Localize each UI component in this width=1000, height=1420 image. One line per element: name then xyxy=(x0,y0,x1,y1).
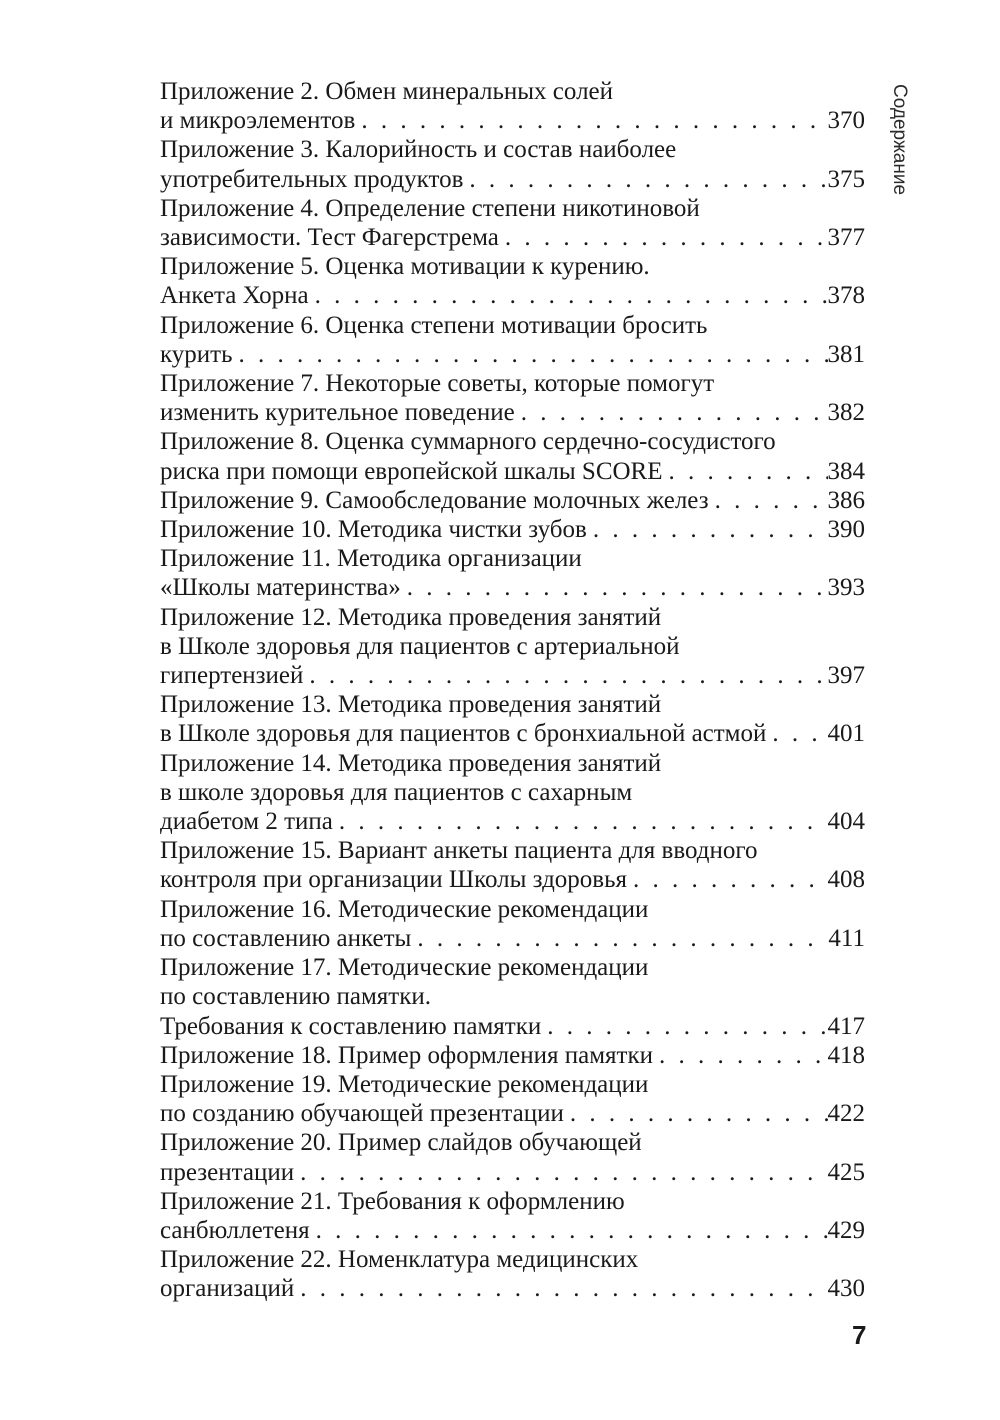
toc-entry-title-line: Приложение 20. Пример слайдов обучающей xyxy=(160,1129,642,1157)
toc-entry-page-number: 393 xyxy=(827,574,865,602)
toc-entry-page-number: 404 xyxy=(827,808,865,836)
toc-entry-last-line xyxy=(160,924,865,953)
toc-entry-title-line: употребительных продуктов xyxy=(160,165,464,193)
toc-entry-title-line: Приложение 16. Методические рекомендации xyxy=(160,895,649,923)
toc-entry xyxy=(160,1128,865,1186)
dot-leader xyxy=(709,486,828,515)
toc-entry-page-number: 386 xyxy=(827,486,865,514)
dot-leader xyxy=(355,106,827,135)
toc-entry-last-line xyxy=(160,1158,865,1187)
toc-entry-page-number: 430 xyxy=(827,1275,865,1303)
toc-entry xyxy=(160,1070,865,1128)
toc-entry-page-number: 382 xyxy=(827,399,865,427)
toc-entry-last-line xyxy=(160,573,865,602)
dot-leader xyxy=(587,515,828,544)
toc-entry-last-line xyxy=(160,865,865,894)
toc-entry-last-line xyxy=(160,281,865,310)
toc-entry xyxy=(160,369,865,427)
toc-entry-last-line xyxy=(160,1274,865,1303)
toc-entry-title-line: санбюллетеня xyxy=(160,1216,310,1244)
dot-leader xyxy=(766,719,827,748)
toc-entry-last-line xyxy=(160,340,865,369)
toc-entry-page-number: 390 xyxy=(827,516,865,544)
toc-entry-last-line xyxy=(160,807,865,836)
toc-entry-title-line: Приложение 12. Методика проведения занятий xyxy=(160,603,662,631)
dot-leader xyxy=(333,807,828,836)
toc-entry-page-number: 377 xyxy=(827,224,865,252)
toc-entry-title-line: в Школе здоровья для пациентов с бронхиальной астмой xyxy=(160,720,767,748)
toc-entry xyxy=(160,135,865,193)
toc-entry-title-line: Приложение 13. Методика проведения занятий xyxy=(160,691,662,719)
toc-entry-title-line: Приложение 9. Самообследование молочных желез xyxy=(160,486,709,514)
toc-entry xyxy=(160,895,865,953)
toc-entry-title-line: по созданию обучающей презентации xyxy=(160,1100,564,1128)
dot-leader xyxy=(294,1274,827,1303)
dot-leader xyxy=(303,661,827,690)
toc-entry-page-number: 378 xyxy=(827,282,865,310)
dot-leader xyxy=(653,1041,828,1070)
toc-entry xyxy=(160,603,865,691)
toc-entry-last-line xyxy=(160,398,865,427)
toc-entry-page-number: 401 xyxy=(827,720,865,748)
toc-entry xyxy=(160,953,865,1041)
dot-leader xyxy=(411,924,828,953)
toc-entry xyxy=(160,311,865,369)
toc-entry-last-line xyxy=(160,1099,865,1128)
toc-entry-title-line: курить xyxy=(160,340,233,368)
toc-entry-title-line: в Школе здоровья для пациентов с артериальной xyxy=(160,632,680,660)
toc-entry-page-number: 408 xyxy=(827,866,865,894)
toc-entry-page-number: 417 xyxy=(827,1012,865,1040)
toc-entry-page-number: 429 xyxy=(827,1216,865,1244)
toc-entry-title-line: Приложение 14. Методика проведения занятий xyxy=(160,749,662,777)
toc-entry-title-line: по составлению анкеты xyxy=(160,924,412,952)
toc-entry-last-line xyxy=(160,1041,865,1070)
toc-entry-title-line: в школе здоровья для пациентов с сахарным xyxy=(160,778,633,806)
toc-entry-page-number: 397 xyxy=(827,662,865,690)
dot-leader xyxy=(515,398,828,427)
dot-leader xyxy=(294,1158,827,1187)
toc-entry-last-line xyxy=(160,165,865,194)
page-number: 7 xyxy=(852,1320,867,1350)
toc-entry-title-line: контроля при организации Школы здоровья xyxy=(160,866,627,894)
toc-entry xyxy=(160,690,865,748)
toc-entry-title-line: зависимости. Тест Фагерстрема xyxy=(160,224,499,252)
toc-entry-title-line: организаций xyxy=(160,1275,295,1303)
toc-entry-title-line: изменить курительное поведение xyxy=(160,399,515,427)
toc-entry-title-line: Требования к составлению памятки xyxy=(160,1012,542,1040)
toc-entry xyxy=(160,1245,865,1303)
toc-entry-title-line: Анкета Хорна xyxy=(160,282,309,310)
toc-entry-title-line: Приложение 19. Методические рекомендации xyxy=(160,1070,649,1098)
toc-entry xyxy=(160,194,865,252)
toc-entry-last-line xyxy=(160,661,865,690)
toc-entry-last-line xyxy=(160,457,865,486)
toc-entry xyxy=(160,836,865,894)
dot-leader xyxy=(564,1099,828,1128)
toc-entry-title-line: Приложение 2. Обмен минеральных солей xyxy=(160,78,614,105)
toc-entry-last-line xyxy=(160,1012,865,1041)
toc-entry-title-line: Приложение 10. Методика чистки зубов xyxy=(160,516,587,544)
dot-leader xyxy=(627,865,828,894)
toc-entry-title-line: гипертензией xyxy=(160,662,304,690)
toc-entry-page-number: 411 xyxy=(828,924,865,952)
toc-entry-title-line: по составлению памятки. xyxy=(160,983,431,1011)
dot-leader xyxy=(463,165,827,194)
toc-entry xyxy=(160,252,865,310)
toc-entry-last-line xyxy=(160,106,865,135)
toc-entry xyxy=(160,427,865,485)
running-header: Содержание xyxy=(889,84,910,196)
toc-entry-title-line: Приложение 22. Номенклатура медицинских xyxy=(160,1246,639,1274)
toc-entry-page-number: 375 xyxy=(827,165,865,193)
toc-entry xyxy=(160,544,865,602)
toc-entry-title-line: Приложение 11. Методика организации xyxy=(160,545,582,573)
toc-entry-title-line: диабетом 2 типа xyxy=(160,808,333,836)
toc-entry-page-number: 384 xyxy=(827,457,865,485)
toc-entry-title-line: и микроэлементов xyxy=(160,107,356,135)
toc-entry xyxy=(160,749,865,837)
dot-leader xyxy=(309,281,828,310)
toc-entry-title-line: Приложение 17. Методические рекомендации xyxy=(160,954,649,982)
toc-entry-last-line xyxy=(160,515,865,544)
toc-entry-last-line xyxy=(160,719,865,748)
dot-leader xyxy=(310,1216,828,1245)
toc-entry-last-line xyxy=(160,486,865,515)
toc-entry-title-line: Приложение 3. Калорийность и состав наиболее xyxy=(160,136,677,164)
dot-leader xyxy=(663,457,828,486)
toc-entry-title-line: Приложение 8. Оценка суммарного сердечно-сосудистого xyxy=(160,428,776,456)
toc-entry-title-line: Приложение 18. Пример оформления памятки xyxy=(160,1041,653,1069)
toc-entry-page-number: 381 xyxy=(827,340,865,368)
dot-leader xyxy=(541,1012,827,1041)
toc-entry-title-line: Приложение 5. Оценка мотивации к курению. xyxy=(160,253,650,281)
toc-entry-last-line xyxy=(160,223,865,252)
toc-entry-title-line: «Школы материнства» xyxy=(160,574,401,602)
toc-entry-last-line xyxy=(160,1216,865,1245)
dot-leader xyxy=(499,223,828,252)
toc-entry xyxy=(160,515,865,544)
dot-leader xyxy=(233,340,828,369)
toc-entry-title-line: презентации xyxy=(160,1158,295,1186)
toc-entry xyxy=(160,1187,865,1245)
toc-entry-page-number: 422 xyxy=(827,1100,865,1128)
toc-entry-page-number: 370 xyxy=(827,107,865,135)
dot-leader xyxy=(401,573,828,602)
toc-entry-title-line: Приложение 15. Вариант анкеты пациента для вводного xyxy=(160,837,758,865)
toc-entry xyxy=(160,1041,865,1070)
toc-entry-title-line: риска при помощи европейской шкалы SCORE xyxy=(160,457,663,485)
toc-entry-title-line: Приложение 4. Определение степени никотиновой xyxy=(160,194,700,222)
toc-entry-title-line: Приложение 6. Оценка степени мотивации бросить xyxy=(160,311,708,339)
toc-entry-title-line: Приложение 7. Некоторые советы, которые помогут xyxy=(160,370,715,398)
toc-entry-page-number: 418 xyxy=(827,1041,865,1069)
toc-entry-title-line: Приложение 21. Требования к оформлению xyxy=(160,1187,625,1215)
toc-entry xyxy=(160,486,865,515)
toc-entry-page-number: 425 xyxy=(827,1158,865,1186)
table-of-contents xyxy=(160,77,865,1304)
toc-entry xyxy=(160,77,865,135)
